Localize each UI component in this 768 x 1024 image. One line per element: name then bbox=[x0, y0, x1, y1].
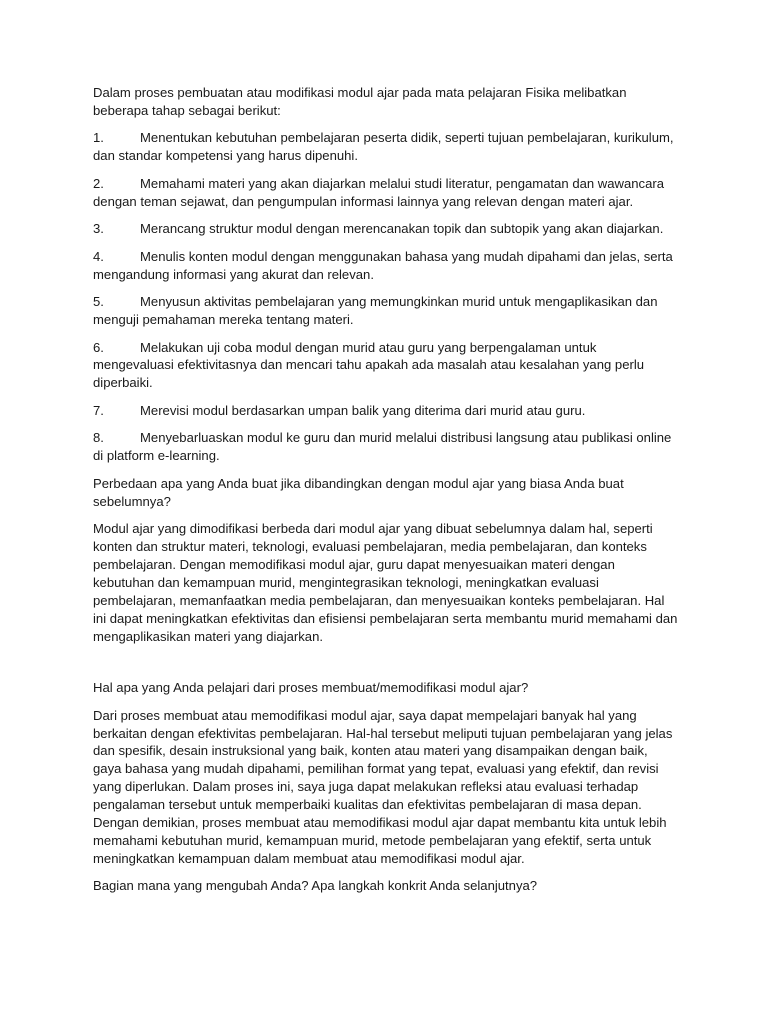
step-item bbox=[93, 402, 678, 420]
step-number: 5. bbox=[93, 294, 104, 310]
step-number: 2. bbox=[93, 175, 104, 191]
step-text: Memahami materi yang akan diajarkan melalui studi literatur, pengamatan dan wawancara dengan teman sejawat, dan pengumpulan informasi lainnya yang relevan dengan materi ajar. bbox=[93, 175, 665, 209]
step-number: 1. bbox=[93, 130, 104, 146]
step-text: Merancang struktur modul dengan merencanakan topik dan subtopik yang akan diajarkan. bbox=[140, 221, 664, 237]
step-item bbox=[93, 429, 678, 465]
step-item bbox=[93, 220, 678, 238]
step-number: 8. bbox=[93, 430, 104, 446]
step-number: 4. bbox=[93, 248, 104, 264]
step-number: 6. bbox=[93, 339, 104, 355]
step-text: Merevisi modul berdasarkan umpan balik yang diterima dari murid atau guru. bbox=[140, 402, 586, 418]
step-text: Menyusun aktivitas pembelajaran yang memungkinkan murid untuk mengaplikasikan dan menguji pemahaman mereka tentang materi. bbox=[93, 294, 658, 328]
step-item bbox=[93, 129, 678, 165]
spacer bbox=[93, 655, 678, 679]
step-number: 7. bbox=[93, 402, 104, 418]
step-item bbox=[93, 293, 678, 329]
step-text: Menentukan kebutuhan pembelajaran peserta didik, seperti tujuan pembelajaran, kurikulum, dan standar kompetensi yang harus dipenuhi. bbox=[93, 130, 674, 164]
step-number: 3. bbox=[93, 221, 104, 237]
question-heading: Bagian mana yang mengubah Anda? Apa langkah konkrit Anda selanjutnya? bbox=[93, 878, 538, 894]
step-text: Melakukan uji coba modul dengan murid atau guru yang berpengalaman untuk mengevaluasi efektivitasnya dan mencari tahu apakah ada masalah atau kesalahan yang perlu diperbaiki. bbox=[93, 339, 645, 391]
step-text: Menulis konten modul dengan menggunakan bahasa yang mudah dipahami dan jelas, serta mengandung informasi yang akurat dan relevan. bbox=[93, 248, 673, 282]
step-item bbox=[93, 339, 678, 393]
step-text: Menyebarluaskan modul ke guru dan murid melalui distribusi langsung atau publikasi online di platform e-learning. bbox=[93, 430, 672, 464]
question-heading: Perbedaan apa yang Anda buat jika dibandingkan dengan modul ajar yang biasa Anda buat sebelumnya? bbox=[93, 475, 624, 509]
step-item bbox=[93, 248, 678, 284]
step-item bbox=[93, 175, 678, 211]
intro-paragraph: Dalam proses pembuatan atau modifikasi modul ajar pada mata pelajaran Fisika melibatkan beberapa tahap sebagai berikut: bbox=[93, 85, 627, 118]
answer-paragraph: Dari proses membuat atau memodifikasi modul ajar, saya dapat mempelajari banyak hal yang berkaitan dengan efektivitas pembelajaran. Hal-hal tersebut meliputi tujuan pembelajaran yang jelas dan spesifik, desain instruksional yang baik, konten atau materi yang disampaikan dengan baik, gaya bahasa yang mudah dipahami, pemilihan format yang tepat, evaluasi yang efektif, dan revisi yang diperlukan. Dalam proses ini, saya juga dapat melakukan refleksi atau evaluasi terhadap pengalaman tersebut untuk memperbaiki kualitas dan efektivitas pembelajaran di masa depan. Dengan demikian, proses membuat atau memodifikasi modul ajar dapat membantu kita untuk lebih memahami kebutuhan murid, kemampuan murid, metode pembelajaran yang efektif, serta untuk meningkatkan kemampuan dalam membuat atau memodifikasi modul ajar. bbox=[93, 707, 673, 866]
answer-paragraph: Modul ajar yang dimodifikasi berbeda dari modul ajar yang dibuat sebelumnya dalam hal, seperti konten dan struktur materi, teknologi, evaluasi pembelajaran, media pembelajaran, dan konteks pembelajaran. Dengan memodifikasi modul ajar, guru dapat menyesuaikan materi dengan kebutuhan dan kemampuan murid, mengintegrasikan teknologi, meningkatkan evaluasi pembelajaran, memanfaatkan media pembelajaran, dan menyesuaikan konteks pembelajaran. Hal ini dapat meningkatkan efektivitas dan efisiensi pembelajaran serta membantu murid memahami dan mengaplikasikan materi yang diajarkan. bbox=[93, 521, 678, 644]
question-heading: Hal apa yang Anda pelajari dari proses membuat/memodifikasi modul ajar? bbox=[93, 680, 529, 696]
